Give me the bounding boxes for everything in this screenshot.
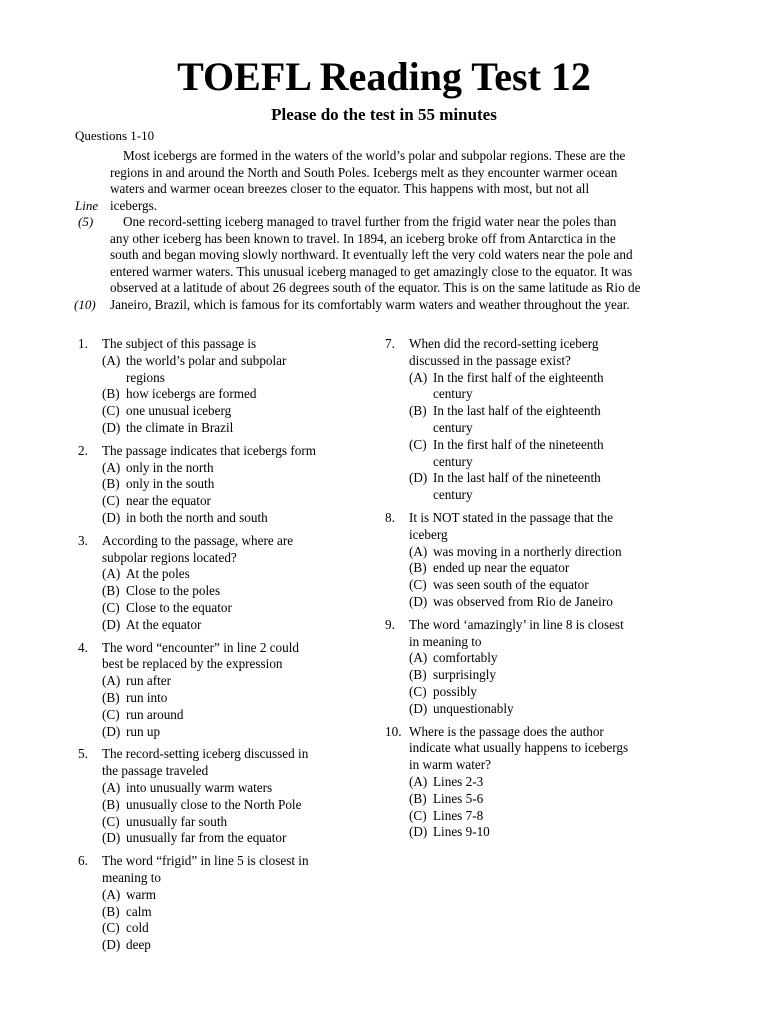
option-text: deep <box>126 937 151 953</box>
option-label: (C) <box>102 813 120 829</box>
option-text: only in the south <box>126 476 215 492</box>
option-text: In the last half of the eighteenth <box>433 403 601 419</box>
option-label: (A) <box>409 369 428 385</box>
option-text: century <box>433 386 473 402</box>
passage-line: Most icebergs are formed in the waters of the world’s polar and subpolar regions. These are the <box>123 148 626 163</box>
question-stem-line <box>78 746 378 763</box>
option-label: (A) <box>409 650 428 666</box>
answer-options <box>102 887 378 954</box>
question-indent <box>385 527 409 544</box>
answer-option[interactable] <box>102 690 378 707</box>
option-label: (A) <box>102 352 121 368</box>
question-stem-line <box>78 640 378 657</box>
passage-line: waters and warmer ocean breezes closer to the equator. This happens with most, but not all <box>110 181 590 196</box>
option-label: (B) <box>102 796 120 812</box>
option-text: In the first half of the eighteenth <box>433 369 604 385</box>
option-label: (A) <box>409 773 428 789</box>
question-text: best be replaced by the expression <box>102 656 283 672</box>
passage-line: Janeiro, Brazil, which is famous for its comfortably warm waters and weather throughout the year. <box>110 296 630 312</box>
question-indent <box>385 634 409 651</box>
page-subtitle: Please do the test in 55 minutes <box>271 105 497 124</box>
answer-option[interactable] <box>102 476 378 493</box>
question-number: 2. <box>78 442 88 458</box>
option-text: possibly <box>433 683 477 699</box>
option-label: (B) <box>102 476 120 492</box>
option-label: (B) <box>409 403 427 419</box>
option-label: (D) <box>102 419 121 435</box>
questions-left-column <box>78 336 378 960</box>
margin-line-5: (5) <box>78 214 94 229</box>
option-text: in both the north and south <box>126 509 268 525</box>
answer-option[interactable] <box>409 454 705 471</box>
question-indent <box>385 757 409 774</box>
question-stem-line <box>385 724 705 741</box>
answer-option[interactable] <box>409 370 705 387</box>
answer-option[interactable] <box>409 386 705 403</box>
option-text: how icebergs are formed <box>126 386 257 402</box>
passage-line: regions in and around the North and South Poles. Icebergs melt as they encounter warmer ocean <box>110 164 618 180</box>
option-text: warm <box>126 886 157 902</box>
option-indent <box>409 454 433 471</box>
option-text: century <box>433 487 473 503</box>
question-range: Questions 1-10 <box>75 128 155 143</box>
option-label: (D) <box>102 937 121 953</box>
option-text: surprisingly <box>433 667 497 683</box>
question-text: Where is the passage does the author <box>409 723 604 739</box>
option-label: (D) <box>409 824 428 840</box>
option-text: calm <box>126 903 152 919</box>
option-text: was moving in a northerly direction <box>433 543 622 559</box>
answer-option[interactable] <box>409 791 705 808</box>
option-label: (D) <box>102 830 121 846</box>
question-text: When did the record-setting iceberg <box>409 336 599 351</box>
question-number: 10. <box>385 723 402 739</box>
answer-option[interactable] <box>409 667 705 684</box>
reading-passage <box>110 148 750 313</box>
page-title: TOEFL Reading Test 12 <box>177 54 591 99</box>
answer-options <box>409 774 705 841</box>
option-text: into unusually warm waters <box>126 779 273 795</box>
question-text: in warm water? <box>409 757 492 773</box>
question-stem-line <box>78 763 378 780</box>
question-text: The subject of this passage is <box>102 336 257 351</box>
option-label: (B) <box>102 583 120 599</box>
question-text: The word “encounter” in line 2 could <box>102 639 300 655</box>
question-stem-line <box>385 757 705 774</box>
option-text: was observed from Rio de Janeiro <box>433 593 613 609</box>
option-text: In the first half of the nineteenth <box>433 436 604 452</box>
option-label: (D) <box>102 509 121 525</box>
option-text: century <box>433 453 473 469</box>
option-label: (B) <box>102 386 120 402</box>
answer-options <box>409 650 705 717</box>
option-text: run after <box>126 673 172 689</box>
margin-line-label: Line <box>75 198 99 213</box>
answer-options <box>102 566 378 633</box>
answer-option[interactable] <box>409 403 705 420</box>
answer-option[interactable] <box>102 920 378 937</box>
answer-option[interactable] <box>102 724 378 741</box>
answer-option[interactable] <box>409 420 705 437</box>
option-label: (A) <box>409 543 428 559</box>
question-stem-line <box>385 336 705 353</box>
option-label: (C) <box>102 493 120 509</box>
passage-line: observed at a latitude of about 26 degrees south of the equator. This is on the same latitude as Rio de <box>110 280 641 295</box>
option-text: only in the north <box>126 459 214 475</box>
question-item <box>78 336 378 437</box>
option-label: (C) <box>102 599 120 615</box>
question-stem-line <box>385 740 705 757</box>
answer-option[interactable] <box>102 493 378 510</box>
question-text: According to the passage, where are <box>102 532 294 548</box>
question-text: the passage traveled <box>102 763 209 779</box>
question-item <box>78 443 378 527</box>
question-stem-line <box>385 510 705 527</box>
question-item <box>385 617 705 718</box>
passage-line: entered warmer waters. This unusual iceberg managed to get amazingly close to the equator. It was <box>110 263 633 279</box>
option-text: Close to the poles <box>126 583 221 599</box>
option-label: (C) <box>409 436 427 452</box>
option-indent <box>409 487 433 504</box>
answer-option[interactable] <box>102 403 378 420</box>
answer-option[interactable] <box>409 560 705 577</box>
passage-line: any other iceberg has been known to travel. In 1894, an iceberg broke off from Antarctica in the <box>110 230 616 246</box>
answer-option[interactable] <box>102 937 378 954</box>
question-text: The word ‘amazingly’ in line 8 is closest <box>409 616 624 632</box>
passage-line: icebergs. <box>110 197 157 213</box>
question-number: 4. <box>78 639 88 655</box>
option-text: run up <box>126 723 161 739</box>
answer-option[interactable] <box>102 780 378 797</box>
answer-option[interactable] <box>409 577 705 594</box>
answer-option[interactable] <box>409 808 705 825</box>
answer-option[interactable] <box>102 707 378 724</box>
option-text: In the last half of the nineteenth <box>433 470 601 486</box>
option-text: At the equator <box>126 616 202 632</box>
option-label: (B) <box>102 689 120 705</box>
question-stem-line <box>78 550 378 567</box>
answer-option[interactable] <box>102 600 378 617</box>
option-text: one unusual iceberg <box>126 403 232 419</box>
question-indent <box>78 870 102 887</box>
question-text: iceberg <box>409 526 448 542</box>
option-text: run around <box>126 706 184 722</box>
option-label: (D) <box>409 593 428 609</box>
option-label: (C) <box>409 683 427 699</box>
option-label: (B) <box>102 903 120 919</box>
option-text: Lines 5-6 <box>433 790 484 806</box>
answer-option[interactable] <box>102 887 378 904</box>
passage-line: south and began moving slowly northward. It eventually left the very cold waters near the pole and <box>110 247 633 262</box>
answer-option[interactable] <box>409 470 705 487</box>
question-indent <box>78 763 102 780</box>
option-label: (A) <box>102 886 121 902</box>
question-indent <box>385 353 409 370</box>
option-text: regions <box>126 369 165 385</box>
answer-option[interactable] <box>409 594 705 611</box>
question-indent <box>78 656 102 673</box>
answer-option[interactable] <box>102 386 378 403</box>
answer-option[interactable] <box>409 774 705 791</box>
option-label: (C) <box>409 577 427 593</box>
question-number: 7. <box>385 336 395 351</box>
option-label: (B) <box>409 667 427 683</box>
option-label: (C) <box>102 706 120 722</box>
question-text: in meaning to <box>409 633 482 649</box>
question-number: 6. <box>78 853 88 869</box>
answer-options <box>409 544 705 611</box>
question-stem-line <box>78 656 378 673</box>
answer-option[interactable] <box>102 904 378 921</box>
answer-option[interactable] <box>102 797 378 814</box>
option-text: the world’s polar and subpolar <box>126 352 287 368</box>
answer-option[interactable] <box>409 437 705 454</box>
answer-options <box>102 353 378 437</box>
question-number: 3. <box>78 532 88 548</box>
answer-option[interactable] <box>102 566 378 583</box>
option-text: unquestionably <box>433 700 514 716</box>
option-indent <box>102 370 126 387</box>
question-indent <box>78 550 102 567</box>
option-label: (C) <box>102 403 120 419</box>
option-label: (C) <box>409 807 427 823</box>
question-item <box>78 746 378 847</box>
question-stem-line <box>78 870 378 887</box>
option-text: unusually far south <box>126 813 228 829</box>
option-label: (B) <box>409 790 427 806</box>
option-label: (D) <box>102 616 121 632</box>
question-item <box>385 724 705 842</box>
question-number: 9. <box>385 616 395 632</box>
answer-option[interactable] <box>102 673 378 690</box>
question-text: meaning to <box>102 869 161 885</box>
answer-option[interactable] <box>102 460 378 477</box>
answer-option[interactable] <box>102 583 378 600</box>
question-indent <box>385 740 409 757</box>
option-label: (A) <box>102 779 121 795</box>
question-text: subpolar regions located? <box>102 549 237 565</box>
option-label: (C) <box>102 920 120 936</box>
question-item <box>78 853 378 954</box>
option-label: (A) <box>102 566 121 582</box>
option-label: (A) <box>102 459 121 475</box>
option-label: (D) <box>102 723 121 739</box>
answer-options <box>102 780 378 847</box>
option-indent <box>409 420 433 437</box>
question-stem-line <box>78 443 378 460</box>
answer-option[interactable] <box>409 650 705 667</box>
question-text: The word “frigid” in line 5 is closest in <box>102 853 309 869</box>
option-label: (D) <box>409 700 428 716</box>
question-stem-line <box>78 533 378 550</box>
option-indent <box>409 386 433 403</box>
question-text: The record-setting iceberg discussed in <box>102 746 309 762</box>
option-text: Close to the equator <box>126 599 232 615</box>
option-label: (D) <box>409 470 428 486</box>
option-text: Lines 2-3 <box>433 773 484 789</box>
question-item <box>385 510 705 611</box>
option-label: (B) <box>409 560 427 576</box>
option-text: the climate in Brazil <box>126 419 234 435</box>
answer-option[interactable] <box>102 353 378 370</box>
question-stem-line <box>385 527 705 544</box>
question-number: 1. <box>78 336 88 351</box>
question-item <box>78 640 378 741</box>
answer-option[interactable] <box>409 487 705 504</box>
answer-option[interactable] <box>409 684 705 701</box>
question-stem-line <box>385 634 705 651</box>
question-text: The passage indicates that icebergs form <box>102 442 316 458</box>
question-number: 5. <box>78 746 88 762</box>
option-text: Lines 7-8 <box>433 807 484 823</box>
question-stem-line <box>78 336 378 353</box>
answer-options <box>409 370 705 504</box>
answer-options <box>102 673 378 740</box>
margin-line-10: (10) <box>74 297 96 312</box>
option-text: At the poles <box>126 566 190 582</box>
option-text: near the equator <box>126 493 211 509</box>
answer-option[interactable] <box>409 701 705 718</box>
option-text: cold <box>126 920 149 936</box>
question-text: discussed in the passage exist? <box>409 352 571 368</box>
answer-option[interactable] <box>102 420 378 437</box>
answer-option[interactable] <box>102 814 378 831</box>
question-stem-line <box>385 353 705 370</box>
option-text: ended up near the equator <box>433 560 570 576</box>
question-text: It is NOT stated in the passage that the <box>409 509 614 525</box>
option-text: was seen south of the equator <box>433 577 589 593</box>
answer-options <box>102 460 378 527</box>
option-text: Lines 9-10 <box>433 824 490 840</box>
option-text: unusually close to the North Pole <box>126 796 302 812</box>
option-text: comfortably <box>433 650 498 666</box>
answer-option[interactable] <box>102 617 378 634</box>
option-label: (A) <box>102 673 121 689</box>
answer-option[interactable] <box>409 824 705 841</box>
answer-option[interactable] <box>102 510 378 527</box>
option-text: run into <box>126 689 168 705</box>
question-stem-line <box>385 617 705 634</box>
passage-line: One record-setting iceberg managed to travel further from the frigid water near the poles than <box>123 214 617 229</box>
question-item <box>385 336 705 504</box>
question-item <box>78 533 378 634</box>
option-text: century <box>433 419 473 435</box>
question-number: 8. <box>385 509 395 525</box>
answer-option[interactable] <box>102 370 378 387</box>
option-text: unusually far from the equator <box>126 830 287 846</box>
question-text: indicate what usually happens to icebergs <box>409 740 629 756</box>
questions-right-column <box>385 336 705 847</box>
question-stem-line <box>78 853 378 870</box>
answer-option[interactable] <box>409 544 705 561</box>
answer-option[interactable] <box>102 830 378 847</box>
